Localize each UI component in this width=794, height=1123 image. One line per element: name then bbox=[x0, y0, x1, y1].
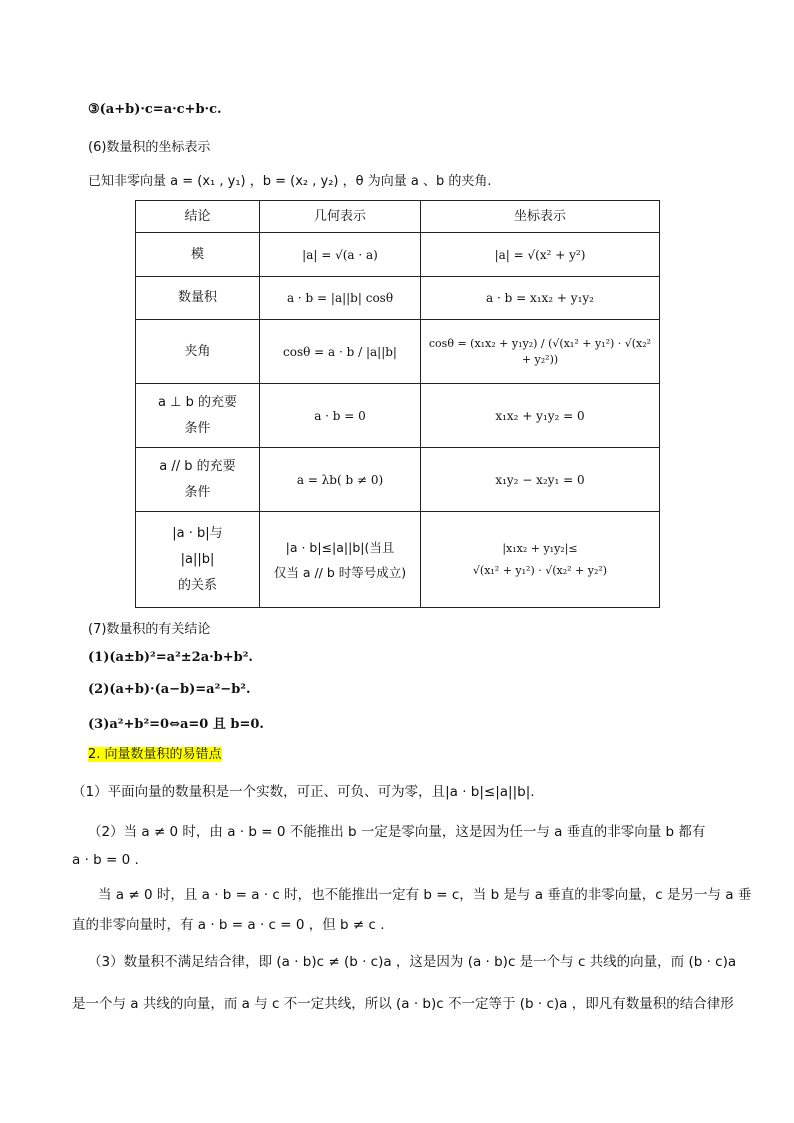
table-row-perpendicular bbox=[136, 384, 660, 448]
row-label bbox=[136, 512, 260, 608]
geo-formula: a · b = 0 bbox=[260, 384, 421, 448]
highlighted-heading: 2. 向量数量积的易错点 bbox=[88, 747, 222, 762]
row-label-line1: a ⊥ b 的充要 bbox=[158, 394, 237, 410]
pitfall-paragraph-2-line3: 当 a ≠ 0 时，且 a · b = a · c 时，也不能推出一定有 b = c，当 b 是与 a 垂直的非零向量，c 是另一与 a 垂 bbox=[98, 887, 752, 903]
header-coordinate: 坐标表示 bbox=[421, 201, 660, 233]
header-geometric: 几何表示 bbox=[260, 201, 421, 233]
geo-formula: cosθ = a · b / |a||b| bbox=[260, 320, 421, 384]
geo-line1: |a · b|≤|a||b|(当且 bbox=[285, 539, 395, 555]
table-row-inequality bbox=[136, 512, 660, 608]
coord-formula: x₁y₂ − x₂y₁ = 0 bbox=[421, 448, 660, 512]
coord-formula: |a| = √(x² + y²) bbox=[421, 233, 660, 277]
row-label: 模 bbox=[136, 233, 260, 277]
table-header-row bbox=[136, 201, 660, 233]
header-conclusion: 结论 bbox=[136, 201, 260, 233]
pitfall-paragraph-2-line4: 直的非零向量时，有 a · b = a · c = 0 ，但 b ≠ c . bbox=[72, 917, 385, 933]
row-label: 夹角 bbox=[136, 320, 260, 384]
coord-line2: √(x₁² + y₁²) · √(x₂² + y₂²) bbox=[472, 563, 608, 577]
geo-formula: a · b = |a||b| cosθ bbox=[260, 277, 421, 320]
pitfall-paragraph-3-line2: 是一个与 a 共线的向量，而 a 与 c 不一定共线，所以 (a · b)c 不一定等于 (b · c)a ，即凡有数量积的结合律形 bbox=[72, 996, 734, 1012]
row-label bbox=[136, 448, 260, 512]
row-label-line2: |a||b| bbox=[180, 551, 215, 567]
row-label bbox=[136, 384, 260, 448]
section-2-heading bbox=[88, 743, 222, 762]
row-label-line1: a // b 的充要 bbox=[159, 458, 236, 474]
coord-formula: x₁x₂ + y₁y₂ = 0 bbox=[421, 384, 660, 448]
section-6-title: (6)数量积的坐标表示 bbox=[88, 140, 211, 155]
coord-formula: cosθ = (x₁x₂ + y₁y₂) / (√(x₁² + y₁²) · √(x₂² + y₂²)) bbox=[421, 320, 660, 384]
coord-line1: |x₁x₂ + y₁y₂|≤ bbox=[502, 541, 578, 555]
geo-formula bbox=[260, 512, 421, 608]
table-row-dot-product bbox=[136, 277, 660, 320]
geo-formula: a = λb( b ≠ 0) bbox=[260, 448, 421, 512]
table-row-modulus bbox=[136, 233, 660, 277]
pitfall-paragraph-2-line1: （2）当 a ≠ 0 时，由 a · b = 0 不能推出 b 一定是零向量，这是因为任一与 a 垂直的非零向量 b 都有 bbox=[88, 824, 706, 840]
conclusion-item-3: (3)a²+b²=0⇔a=0 且 b=0. bbox=[88, 717, 264, 732]
coord-formula bbox=[421, 512, 660, 608]
table-row-angle bbox=[136, 320, 660, 384]
pitfall-paragraph-1: （1）平面向量的数量积是一个实数，可正、可负、可为零，且|a · b|≤|a||b|. bbox=[72, 784, 535, 800]
geo-line2: 仅当 a // b 时等号成立) bbox=[273, 564, 407, 580]
conclusion-item-1: (1)(a±b)²=a²±2a·b+b². bbox=[88, 650, 253, 665]
distributive-law: ③(a+b)·c=a·c+b·c. bbox=[88, 102, 222, 117]
conclusion-item-2: (2)(a+b)·(a−b)=a²−b². bbox=[88, 682, 251, 697]
row-label-line3: 的关系 bbox=[177, 577, 217, 593]
section-7-title: (7)数量积的有关结论 bbox=[88, 622, 211, 637]
pitfall-paragraph-2-line2: a · b = 0 . bbox=[72, 852, 139, 868]
given-vectors-statement: 已知非零向量 a = (x₁ , y₁) ，b = (x₂ , y₂) ，θ 为向量 a 、b 的夹角. bbox=[88, 174, 492, 189]
geo-formula: |a| = √(a · a) bbox=[260, 233, 421, 277]
row-label-line1: |a · b|与 bbox=[172, 525, 223, 541]
row-label-line2: 条件 bbox=[184, 420, 211, 436]
row-label: 数量积 bbox=[136, 277, 260, 320]
pitfall-paragraph-3-line1: （3）数量积不满足结合律，即 (a · b)c ≠ (b · c)a ，这是因为 (a · b)c 是一个与 c 共线的向量，而 (b · c)a bbox=[88, 954, 737, 970]
dot-product-coordinate-table bbox=[135, 200, 660, 608]
coord-formula: a · b = x₁x₂ + y₁y₂ bbox=[421, 277, 660, 320]
row-label-line2: 条件 bbox=[184, 484, 211, 500]
table-row-parallel bbox=[136, 448, 660, 512]
